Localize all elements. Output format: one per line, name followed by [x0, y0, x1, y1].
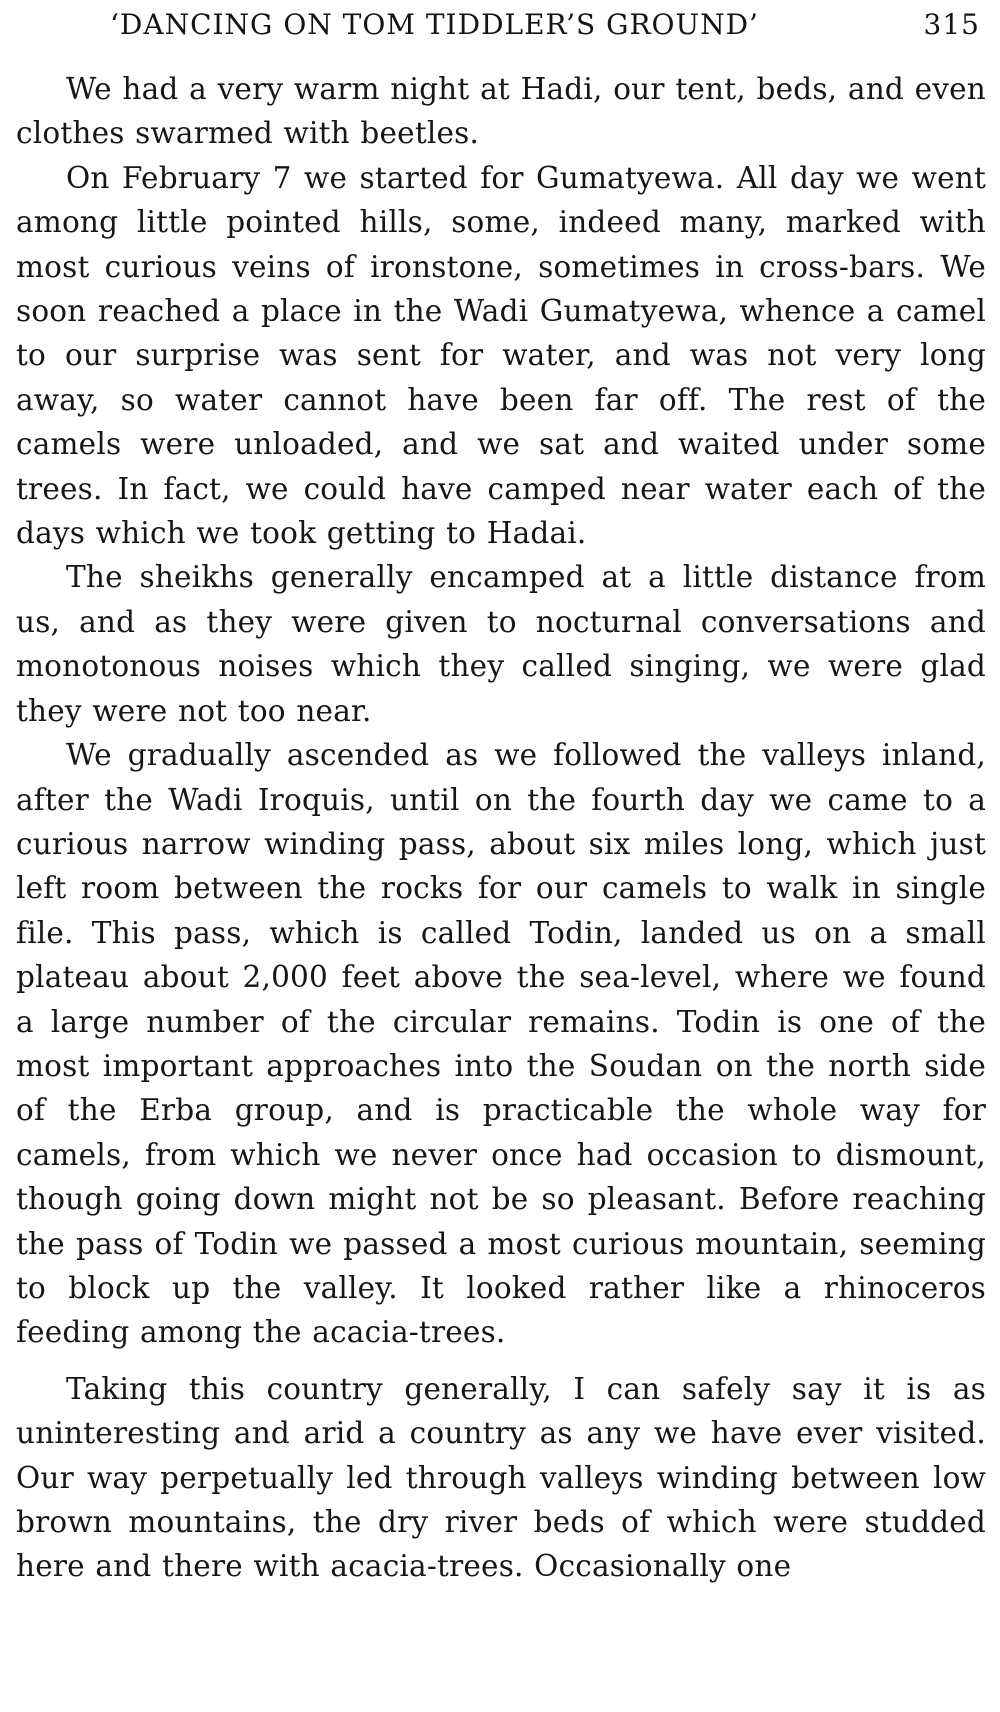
running-head: [110, 8, 980, 52]
body-text: [16, 67, 986, 1589]
paragraph: Taking this country generally, I can safely say it is as uninteresting and arid a country as any we have ever visited. Our way perpetually led through valleys winding between low brown mountains, the dry river beds of which were studded here and there with acacia-trees. Occasionally one: [16, 1371, 986, 1584]
paragraph: The sheikhs generally encamped at a little distance from us, and as they were given to nocturnal conversations and monotonous noises which they called singing, we were glad they were not too near.: [16, 560, 986, 728]
paragraph: We had a very warm night at Hadi, our tent, beds, and even clothes swarmed with beetles.: [16, 72, 986, 151]
paragraph: On February 7 we started for Gumatyewa. All day we went among little pointed hills, some, indeed many, marked with most curious veins of ironstone, sometimes in cross-bars. We soon reached a place in the Wadi Gumatyewa, whence a camel to our surprise was sent for water, and was not very long away, so water cannot have been far off. The rest of the camels were unloaded, and we sat and waited under some trees. In fact, we could have camped near water each of the days which we took getting to Hadai.: [16, 160, 986, 551]
running-head-title: ‘DANCING ON TOM TIDDLER’S GROUND’: [110, 8, 759, 41]
paragraph: We gradually ascended as we followed the valleys inland, after the Wadi Iroquis, until on the fourth day we came to a curious narrow winding pass, about six miles long, which just left room between the rocks for our camels to walk in single file. This pass, which is called Todin, landed us on a small plateau about 2,000 feet above the sea-level, where we found a large number of the circular remains. Todin is one of the most important approaches into the Soudan on the north side of the Erba group, and is practicable the whole way for camels, from which we never once had occasion to dismount, though going down might not be so pleasant. Before reaching the pass of Todin we passed a most curious mountain, seeming to block up the valley. It looked rather like a rhinoceros feeding among the acacia-trees.: [16, 738, 986, 1350]
page-number: 315: [923, 8, 980, 41]
